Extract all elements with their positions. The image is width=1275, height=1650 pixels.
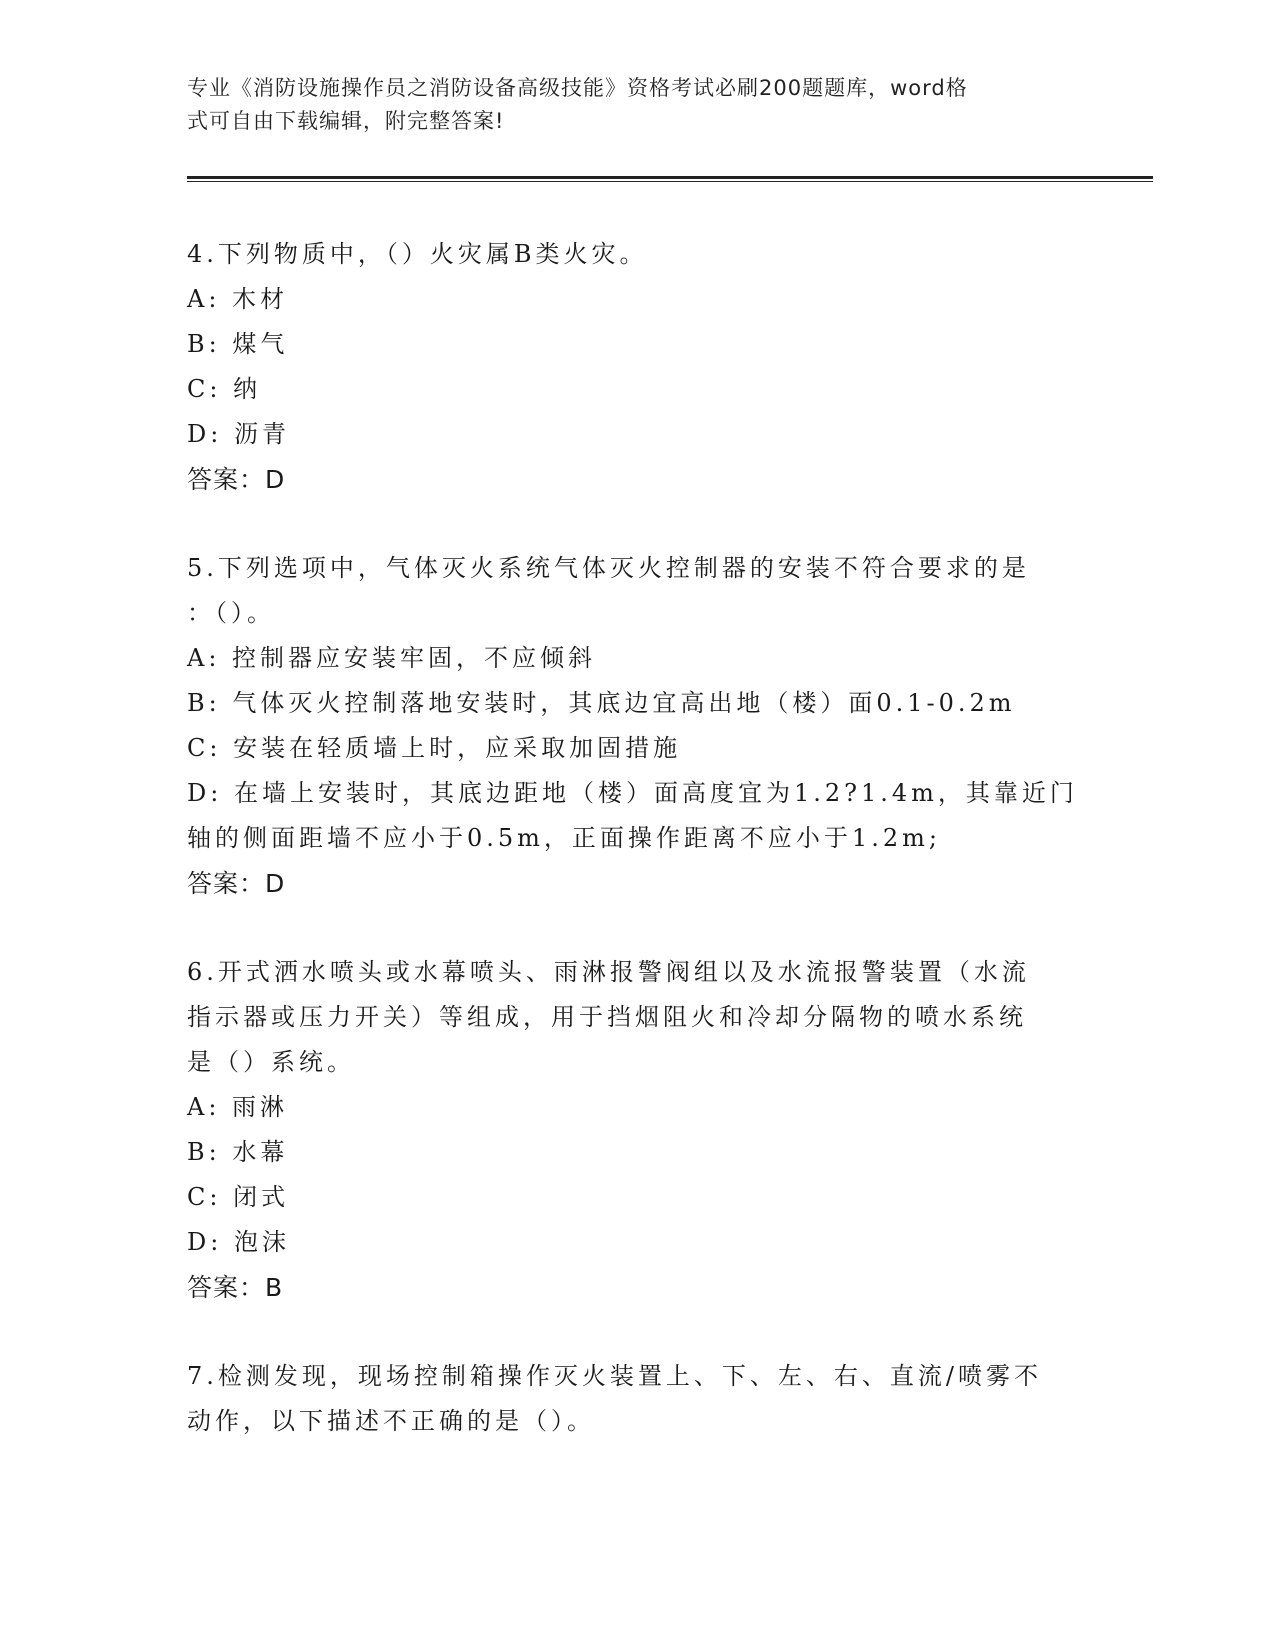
question-item [187,232,1087,502]
question-stem: 5.下列选项中，气体灭火系统气体灭火控制器的安装不符合要求的是 [187,554,1030,582]
question-item [187,1354,1087,1444]
question-stem: 7.检测发现，现场控制箱操作灭火装置上、下、左、右、直流/喷雾不 [187,1362,1042,1390]
question-stem-continued: 动作，以下描述不正确的是（）。 [187,1407,595,1435]
option-c: C: 纳 [187,375,262,403]
option-b: B: 煤气 [187,330,289,358]
option-a: A: 木材 [187,285,289,313]
question-list [187,232,1087,1488]
option-a: A: 控制器应安装牢固，不应倾斜 [187,644,597,672]
option-c: C: 安装在轻质墙上时，应采取加固措施 [187,734,682,762]
divider-thin-line [187,181,1153,182]
option-b: B: 水幕 [187,1138,289,1166]
option-a: A: 雨淋 [187,1093,289,1121]
question-stem-continued: ：（）。 [187,599,275,627]
question-stem-continued: 是（）系统。 [187,1048,355,1076]
option-d: D: 泡沫 [187,1228,290,1256]
option-d: D: 在墙上安装时，其底边距地（楼）面高度宜为1.2?1.4m，其靠近门 [187,779,1078,807]
question-stem: 6.开式洒水喷头或水幕喷头、雨淋报警阀组以及水流报警装置（水流 [187,958,1030,986]
answer-label: 答案：D [187,465,286,494]
option-c: C: 闭式 [187,1183,290,1211]
header-divider [187,176,1153,183]
question-item [187,950,1087,1310]
option-b: B: 气体灭火控制落地安装时，其底边宜高出地（楼）面0.1-0.2m [187,689,1016,717]
option-d-continued: 轴的侧面距墙不应小于0.5m，正面操作距离不应小于1.2m; [187,824,941,852]
header-line-2: 式可自由下载编辑，附完整答案! [187,109,505,133]
divider-thick-line [187,176,1153,179]
question-stem: 4.下列物质中，（）火灾属B类火灾。 [187,240,648,268]
question-stem-continued: 指示器或压力开关）等组成，用于挡烟阻火和冷却分隔物的喷水系统 [187,1003,1027,1031]
document-header [187,72,1067,138]
option-d: D: 沥青 [187,420,290,448]
answer-label: 答案：B [187,1273,284,1302]
question-item [187,546,1087,906]
header-line-1: 专业《消防设施操作员之消防设备高级技能》资格考试必刷200题题库，word格 [187,76,968,100]
answer-label: 答案：D [187,869,286,898]
